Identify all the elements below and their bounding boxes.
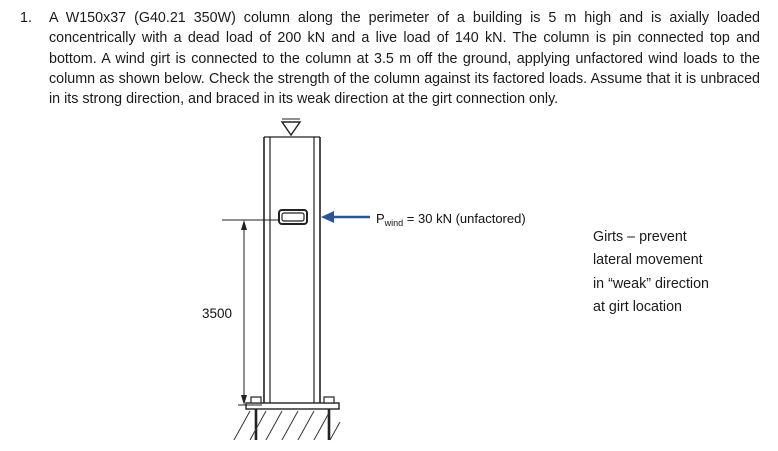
girt-note-line: lateral movement [593,252,703,269]
girt-note-line: at girt location [593,298,683,315]
column [264,137,320,403]
dimension-label: 3500 [202,306,233,321]
wind-load-subscript: wind [384,218,404,228]
pin-support-symbol [282,122,300,135]
girt-section [279,210,307,224]
base-plate [246,397,339,440]
problem-text: A W150x37 (G40.21 350W) column along the perimeter of a building is 5 m high and is axially loaded concentrically with a dead load of 200 kN and a live load of 140 kN. The column is pin connected top and bottom. A wind girt is connected to the column at 3.5 m off the ground, applying unfactored wind loads to the column as shown below. Check the strength of the column against its factored loads. Assume that it is unbraced in its strong direction, and braced in its weak direction at the girt connection only. [49,10,760,108]
wind-load-value: = 30 kN (unfactored) [403,211,526,226]
ground-hatch [234,411,340,440]
girt-note-line: in “weak” direction [593,275,710,292]
wind-load-label [376,211,526,228]
wind-load-symbol: P [376,211,385,226]
girt-note-line: Girts – prevent [593,229,687,245]
problem-number: 1. [20,10,32,26]
girt-note [593,226,763,319]
wind-load-arrow [321,211,370,223]
